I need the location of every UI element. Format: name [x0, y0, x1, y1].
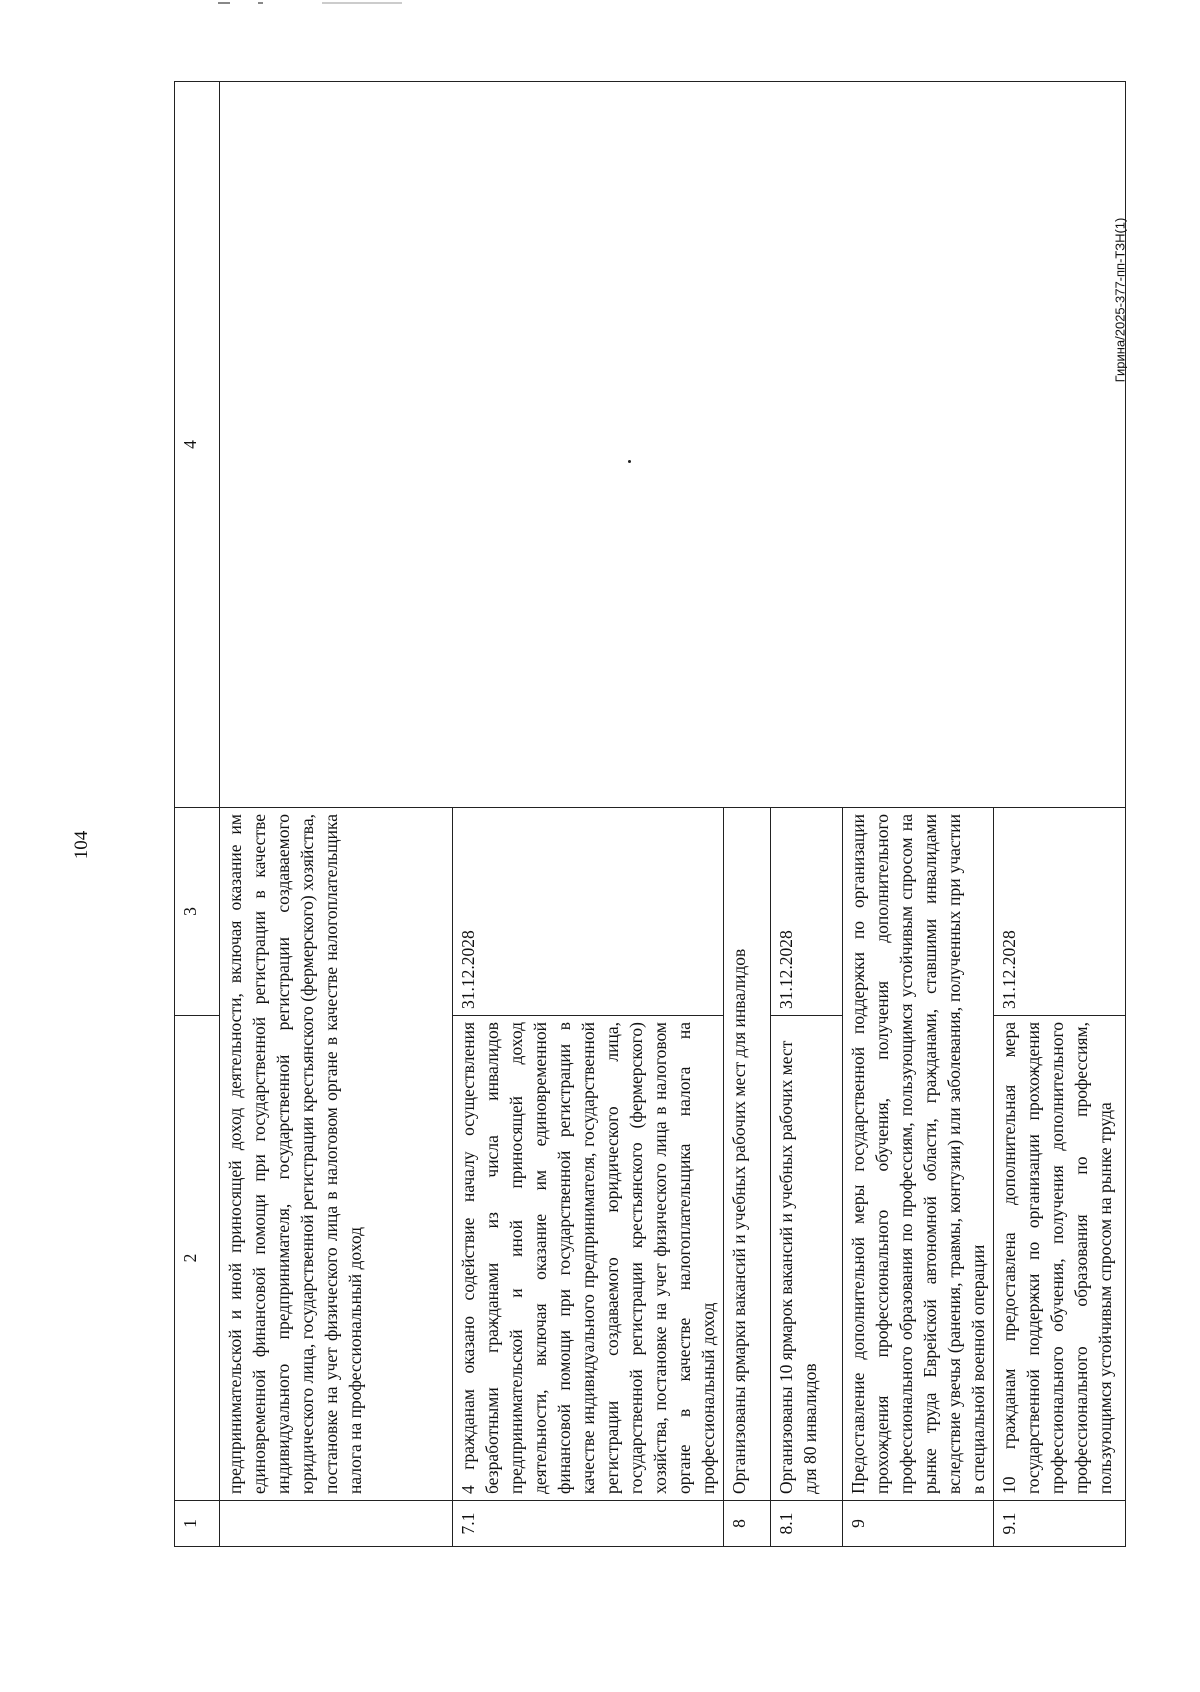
row-number: 9	[843, 1501, 994, 1547]
row-date: 31.12.2028	[994, 808, 1126, 1016]
page-number: 104	[71, 830, 92, 860]
header-col-1: 1	[175, 1501, 220, 1547]
footer-document-code: Гирина/2025-377-пп-ТЗН(1)	[1112, 217, 1128, 383]
row-text: 4 гражданам оказано содействие началу осуществления безработными гражданами из числа инвалидов предпринимательской и иной приносящей доход деятельности, включая оказание им единовременной финансовой помощи при государственной регистрации в качестве индивидуального предпринимателя, государственной регистрации создаваемого юридического лица, государственной регистрации крестьянского (фермерского) хозяйства, постановке на учет физического лица в налоговом органе в качестве налогоплательщика налога на профессиональный доход	[453, 1016, 724, 1501]
table-row-continuation	[220, 82, 453, 1547]
row-text: Предоставление дополнительной меры государственной поддержки по организации прохождения профессионального обучения, получения дополнительного профессионального образования по профессиям, пользующимся устойчивым спросом на рынке труда Еврейской автономной области, гражданами, ставшими инвалидами вследствие увечья (ранения, травмы, контузии) или заболевания, полученных при участии в специальной военной операции	[843, 808, 994, 1501]
top-scan-mark	[258, 2, 263, 4]
header-col-4: 4	[175, 82, 220, 808]
table-frame	[174, 82, 1115, 1547]
row-number	[220, 1501, 453, 1547]
top-scan-mark	[218, 2, 230, 4]
row-col4	[220, 82, 1126, 808]
row-text: Организованы 10 ярмарок вакансий и учебных рабочих мест для 80 инвалидов	[771, 1016, 843, 1501]
row-number: 7.1	[453, 1501, 724, 1547]
row-number: 8	[724, 1501, 771, 1547]
header-col-2: 2	[175, 1016, 220, 1501]
row-number: 9.1	[994, 1501, 1126, 1547]
row-date: 31.12.2028	[771, 808, 843, 1016]
table-header-row	[175, 82, 220, 1547]
document-table	[174, 81, 1126, 1547]
scan-speck	[628, 460, 631, 463]
top-scan-mark	[322, 2, 402, 4]
row-text: 10 гражданам предоставлена дополнительная мера государственной поддержки по организации прохождения профессионального обучения, получения дополнительного профессионального образования по профессиям, пользующимся устойчивым спросом на рынке труда	[994, 1016, 1126, 1501]
row-number: 8.1	[771, 1501, 843, 1547]
row-text: предпринимательской и иной приносящей доход деятельности, включая оказание им единовременной финансовой помощи при государственной регистрации в качестве индивидуального предпринимателя, государственной регистрации создаваемого юридического лица, государственной регистрации крестьянского (фермерского) хозяйства, постановке на учет физического лица в налоговом органе в качестве налогоплательщика налога на профессиональный доход	[220, 808, 453, 1501]
header-col-3: 3	[175, 808, 220, 1016]
rotated-table-container	[174, 82, 1115, 1547]
row-text: Организованы ярмарки вакансий и учебных рабочих мест для инвалидов	[724, 808, 771, 1501]
row-date: 31.12.2028	[453, 808, 724, 1016]
